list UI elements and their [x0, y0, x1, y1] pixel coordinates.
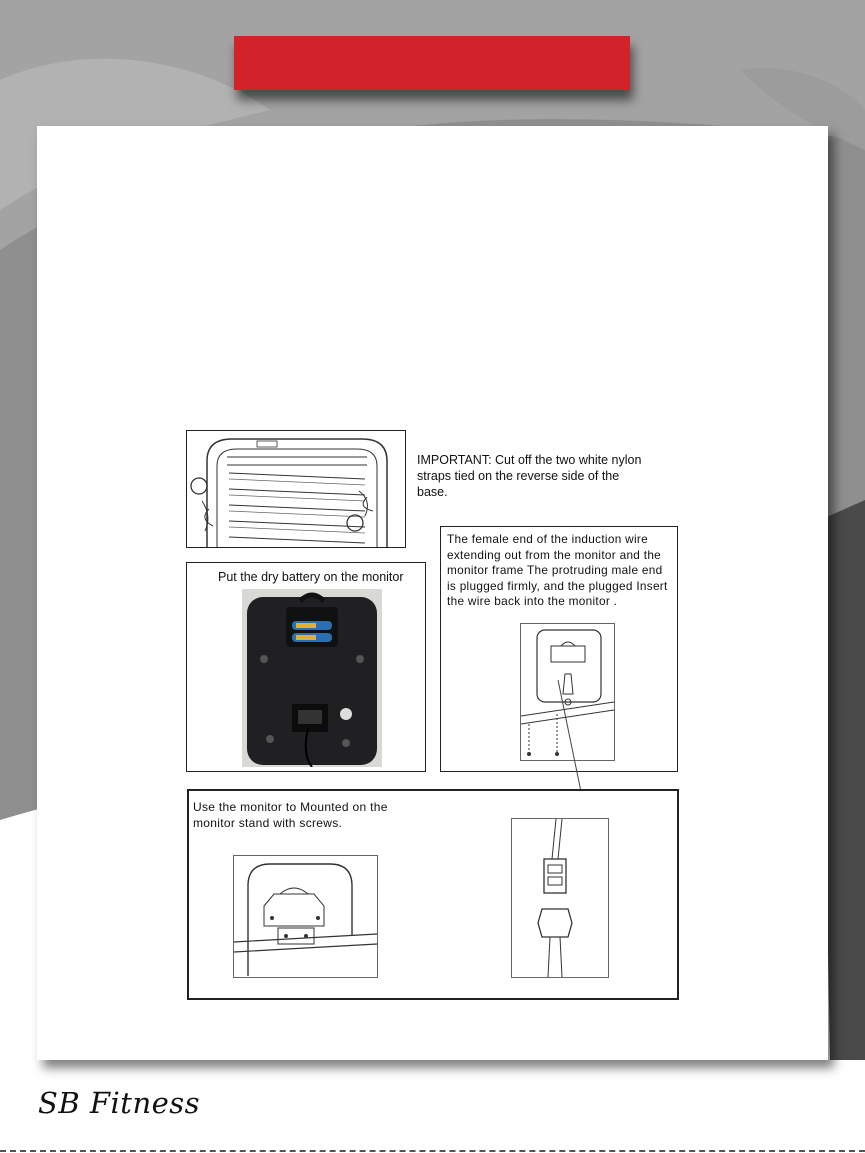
title-banner [234, 36, 630, 90]
mount-panel [187, 789, 679, 1000]
monitor-battery-photo [242, 589, 382, 767]
wire-caption: The female end of the induction wire extending out from the monitor and the monitor frame The protruding male end is plugged firmly, and the plugged Insert the wire back into the monitor . [447, 532, 668, 608]
connector-plug-drawing [511, 818, 609, 978]
brand-logo: SB Fitness [38, 1086, 201, 1120]
base-straps-illustration [186, 430, 406, 548]
battery-caption: Put the dry battery on the monitor [218, 570, 404, 584]
monitor-mount-svg [234, 856, 377, 977]
mount-caption: Use the monitor to Mounted on the monitor stand with screws. [193, 800, 388, 830]
important-note: IMPORTANT: Cut off the two white nylon straps tied on the reverse side of the base. [417, 453, 642, 499]
treadmill-base-drawing [187, 431, 405, 547]
page-trim-line [0, 1150, 865, 1152]
connector-plug-svg [512, 819, 608, 977]
monitor-mount-drawing [233, 855, 378, 978]
battery-panel [186, 562, 426, 772]
